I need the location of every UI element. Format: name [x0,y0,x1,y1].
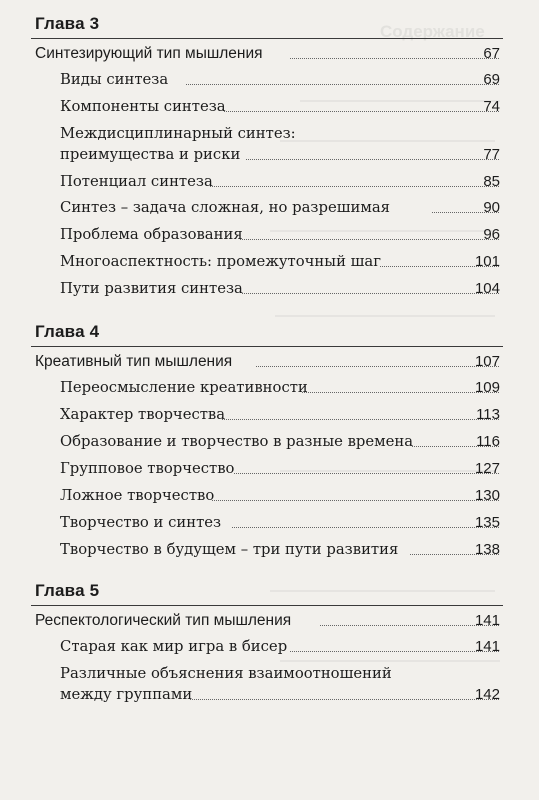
leader-dots [320,625,499,626]
bleed-through-title: Содержание [380,22,485,41]
entry-page: 113 [476,406,500,423]
leader-dots [234,473,499,474]
entry-title: Ложное творчество [60,487,215,504]
entry-title-line1: Различные объяснения взаимоотношений [60,665,392,682]
bleed-line [275,315,495,317]
entry-title: Творчество в будущем – три пути развития [60,541,399,558]
leader-dots [212,500,499,501]
entry-title: Многоаспектность: промежуточный шаг [60,253,381,270]
entry-page: 101 [474,253,500,270]
chapter-heading: Глава 3 [35,14,100,33]
entry-title: Креативный тип мышления [35,353,233,370]
bleed-line [270,590,495,592]
entry-page: 96 [483,226,500,243]
entry-title: Синтезирующий тип мышления [35,45,263,62]
entry-page: 142 [474,686,500,703]
entry-title: Творчество и синтез [60,514,222,531]
entry-page: 141 [474,612,500,629]
entry-page: 67 [483,45,500,62]
entry-title: Переосмысление креативности [60,379,308,396]
leader-dots [224,111,499,112]
bleed-line [270,230,495,232]
chapter-heading: Глава 5 [35,581,100,600]
chapter-heading: Глава 4 [35,322,100,341]
entry-page: 127 [474,460,500,477]
entry-title: Компоненты синтеза [60,98,226,115]
leader-dots [302,392,499,393]
entry-page: 74 [483,98,500,115]
leader-dots [256,366,499,367]
bleed-line [280,470,495,472]
entry-page: 107 [474,353,500,370]
leader-dots [290,58,499,59]
entry-page: 90 [483,199,500,216]
entry-title: Проблема образования [60,226,243,243]
entry-page: 77 [483,146,500,163]
leader-dots [210,186,499,187]
entry-title: Пути развития синтеза [60,280,243,297]
leader-dots [186,84,499,85]
entry-title: Групповое творчество [60,460,235,477]
entry-page: 104 [474,280,500,297]
entry-title-line2: между группами [60,686,193,703]
entry-title: Синтез – задача сложная, но разрешимая [60,199,390,216]
entry-title: Характер творчества [60,406,226,423]
entry-page: 116 [476,433,500,450]
leader-dots [240,239,499,240]
entry-title: Образование и творчество в разные времена [60,433,414,450]
entry-page: 138 [474,541,500,558]
bleed-line [300,100,500,102]
entry-title: Потенциал синтеза [60,173,213,190]
leader-dots [246,159,499,160]
leader-dots [290,651,499,652]
entry-page: 135 [474,514,500,531]
chapter-rule [31,38,503,39]
entry-page: 109 [474,379,500,396]
bleed-line [280,660,500,662]
leader-dots [222,419,499,420]
entry-title: Старая как мир игра в бисер [60,638,288,655]
entry-page: 85 [483,173,500,190]
leader-dots [232,527,499,528]
entry-title-line2: преимущества и риски [60,146,241,163]
chapter-rule [31,605,503,606]
entry-page: 130 [474,487,500,504]
entry-page: 69 [483,71,500,88]
leader-dots [190,699,499,700]
entry-title: Респектологический тип мышления [35,612,292,629]
entry-title: Виды синтеза [60,71,169,88]
entry-title-line1: Междисциплинарный синтез: [60,125,296,142]
leader-dots [242,293,499,294]
chapter-rule [31,346,503,347]
bleed-line [280,140,495,142]
entry-page: 141 [474,638,500,655]
